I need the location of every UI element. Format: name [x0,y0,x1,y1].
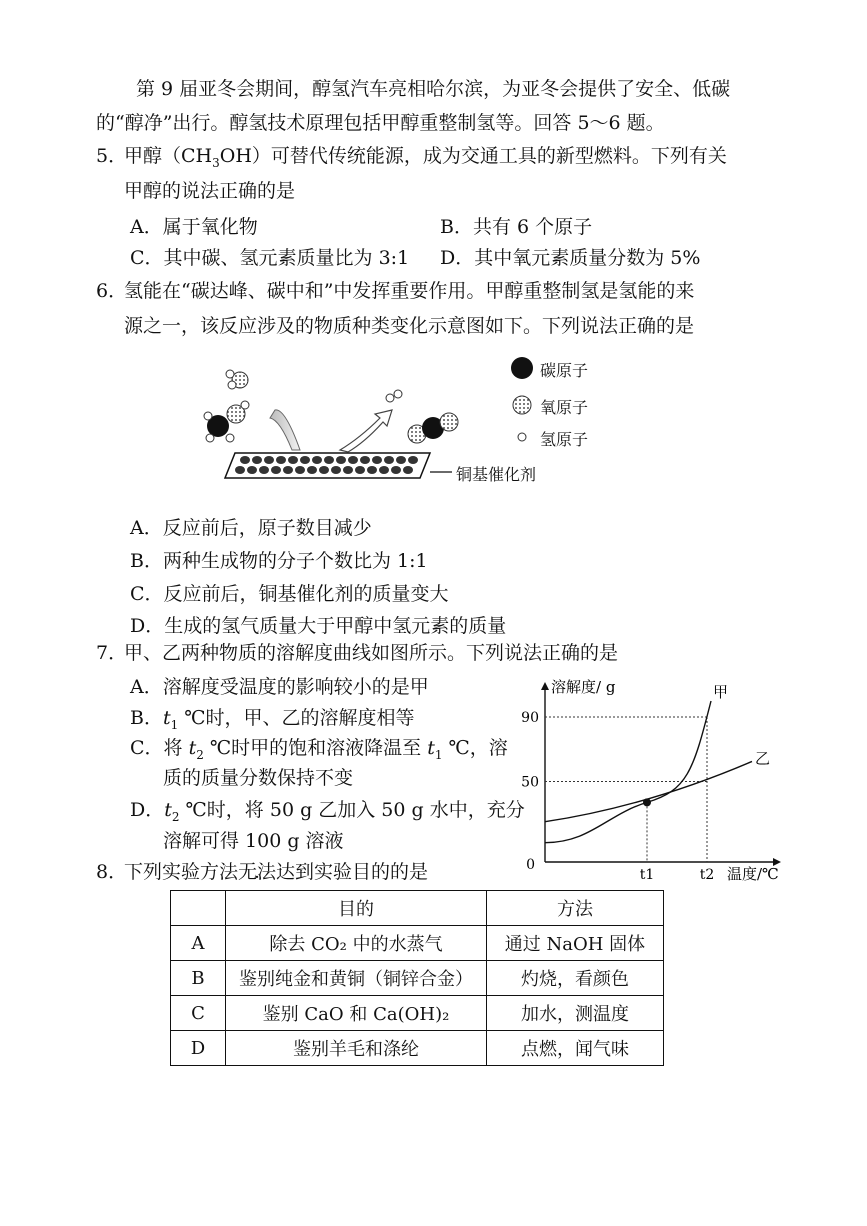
legend-oxygen: 氧原子 [540,398,589,417]
y-axis-label: 溶解度/ g [551,678,616,696]
table-cell: D [171,1031,226,1066]
q6-stem-line2: 源之一，该反应涉及的物质种类变化示意图如下。下列说法正确的是 [124,315,695,337]
table-cell: 点燃，闻气味 [487,1031,664,1066]
y-tick-label: 50 [521,774,539,791]
q5-stem-line2: 甲醇的说法正确的是 [124,180,296,202]
q7-stem: 甲、乙两种物质的溶解度曲线如图所示。下列说法正确的是 [124,642,619,664]
q7-option-d-line1: D．$t_2$ ℃时，将 50 g 乙加入 50 g 水中，充分 [130,799,525,824]
q5-option-c: C．其中碳、氢元素质量比为 3:1 [130,247,410,269]
x-axis-label: 温度/℃ [727,865,779,883]
table-header-row [171,891,664,926]
q8-emphasis: 无法 [238,861,277,883]
x-tick-label: t2 [699,867,715,883]
q8-number: 8． [96,861,128,883]
table-cell: A [171,926,226,961]
q7-number: 7． [96,642,128,664]
q5-option-b: B．共有 6 个原子 [440,216,593,238]
table-cell: 鉴别纯金和黄铜（铜锌合金） [226,961,487,996]
table-cell: 灼烧，看颜色 [487,961,664,996]
q7-option-a: A．溶解度受温度的影响较小的是甲 [130,676,429,698]
catalyst-label: 铜基催化剂 [456,465,537,484]
table-cell: 除去 CO₂ 中的水蒸气 [226,926,487,961]
q8-table [170,890,664,1066]
q7-option-c-line2: 质的质量分数保持不变 [163,767,354,789]
series-label-jia: 甲 [713,683,729,701]
q7-option-d-line2: 溶解可得 100 g 溶液 [163,830,344,852]
q6-option-c: C．反应前后，铜基催化剂的质量变大 [130,583,449,605]
legend-hydrogen: 氢原子 [540,430,589,449]
y-tick-label: 90 [521,710,539,726]
table-row [171,1031,664,1066]
q5-stem-line1: 甲醇$(CH_3OH)$可替代传统能源，成为交通工具的新型燃料。下列有关 [124,145,727,170]
table-cell: B [171,961,226,996]
q7-option-b: B．$t_1$ ℃时，甲、乙的溶解度相等 [130,707,415,732]
x-tick-label: t1 [639,867,655,883]
legend-carbon: 碳原子 [540,361,589,380]
table-header-cell: 方法 [487,891,664,926]
q8-stem: 下列实验方法无法达到实验目的的是 [124,857,428,884]
series-yi-curve [545,761,752,821]
table-cell: C [171,996,226,1031]
intro-paragraph: 第 9 届亚冬会期间，醇氢汽车亮相哈尔滨，为亚冬会提供了安全、低碳的“醇净”出行。醇氢技术原理包括甲醇重整制氢等。回答 5～6 题。 [96,78,731,134]
q6-number: 6． [96,280,128,302]
q5-option-d: D．其中氧元素质量分数为 5% [440,247,701,269]
table-cell: 通过 NaOH 固体 [487,926,664,961]
q6-option-a: A．反应前后，原子数目减少 [130,517,372,539]
table-cell: 鉴别羊毛和涤纶 [226,1031,487,1066]
table-row [171,926,664,961]
intersection-point [643,798,651,806]
solubility-chart [505,672,795,887]
y-axis-arrow [541,682,549,690]
series-jia-curve [545,701,711,843]
q7-option-c-line1: C．将 $t_2$ ℃时甲的饱和溶液降温至 $t_1$ ℃，溶 [130,737,508,762]
table-row [171,961,664,996]
q6-option-d: D．生成的氢气质量大于甲醇中氢元素的质量 [130,615,507,637]
q5-option-a: A．属于氧化物 [130,216,258,238]
table-header-cell: 目的 [226,891,487,926]
q5-number: 5． [96,145,128,167]
table-cell: 鉴别 CaO 和 Ca(OH)₂ [226,996,487,1031]
table-cell: 加水，测温度 [487,996,664,1031]
series-label-yi: 乙 [755,749,771,768]
origin-label: 0 [526,857,535,873]
q6-option-b: B．两种生成物的分子个数比为 1:1 [130,550,428,572]
q6-stem-line1: 氢能在“碳达峰、碳中和”中发挥重要作用。甲醇重整制氢是氢能的来 [124,280,695,302]
table-row [171,996,664,1031]
table-header-cell [171,891,226,926]
